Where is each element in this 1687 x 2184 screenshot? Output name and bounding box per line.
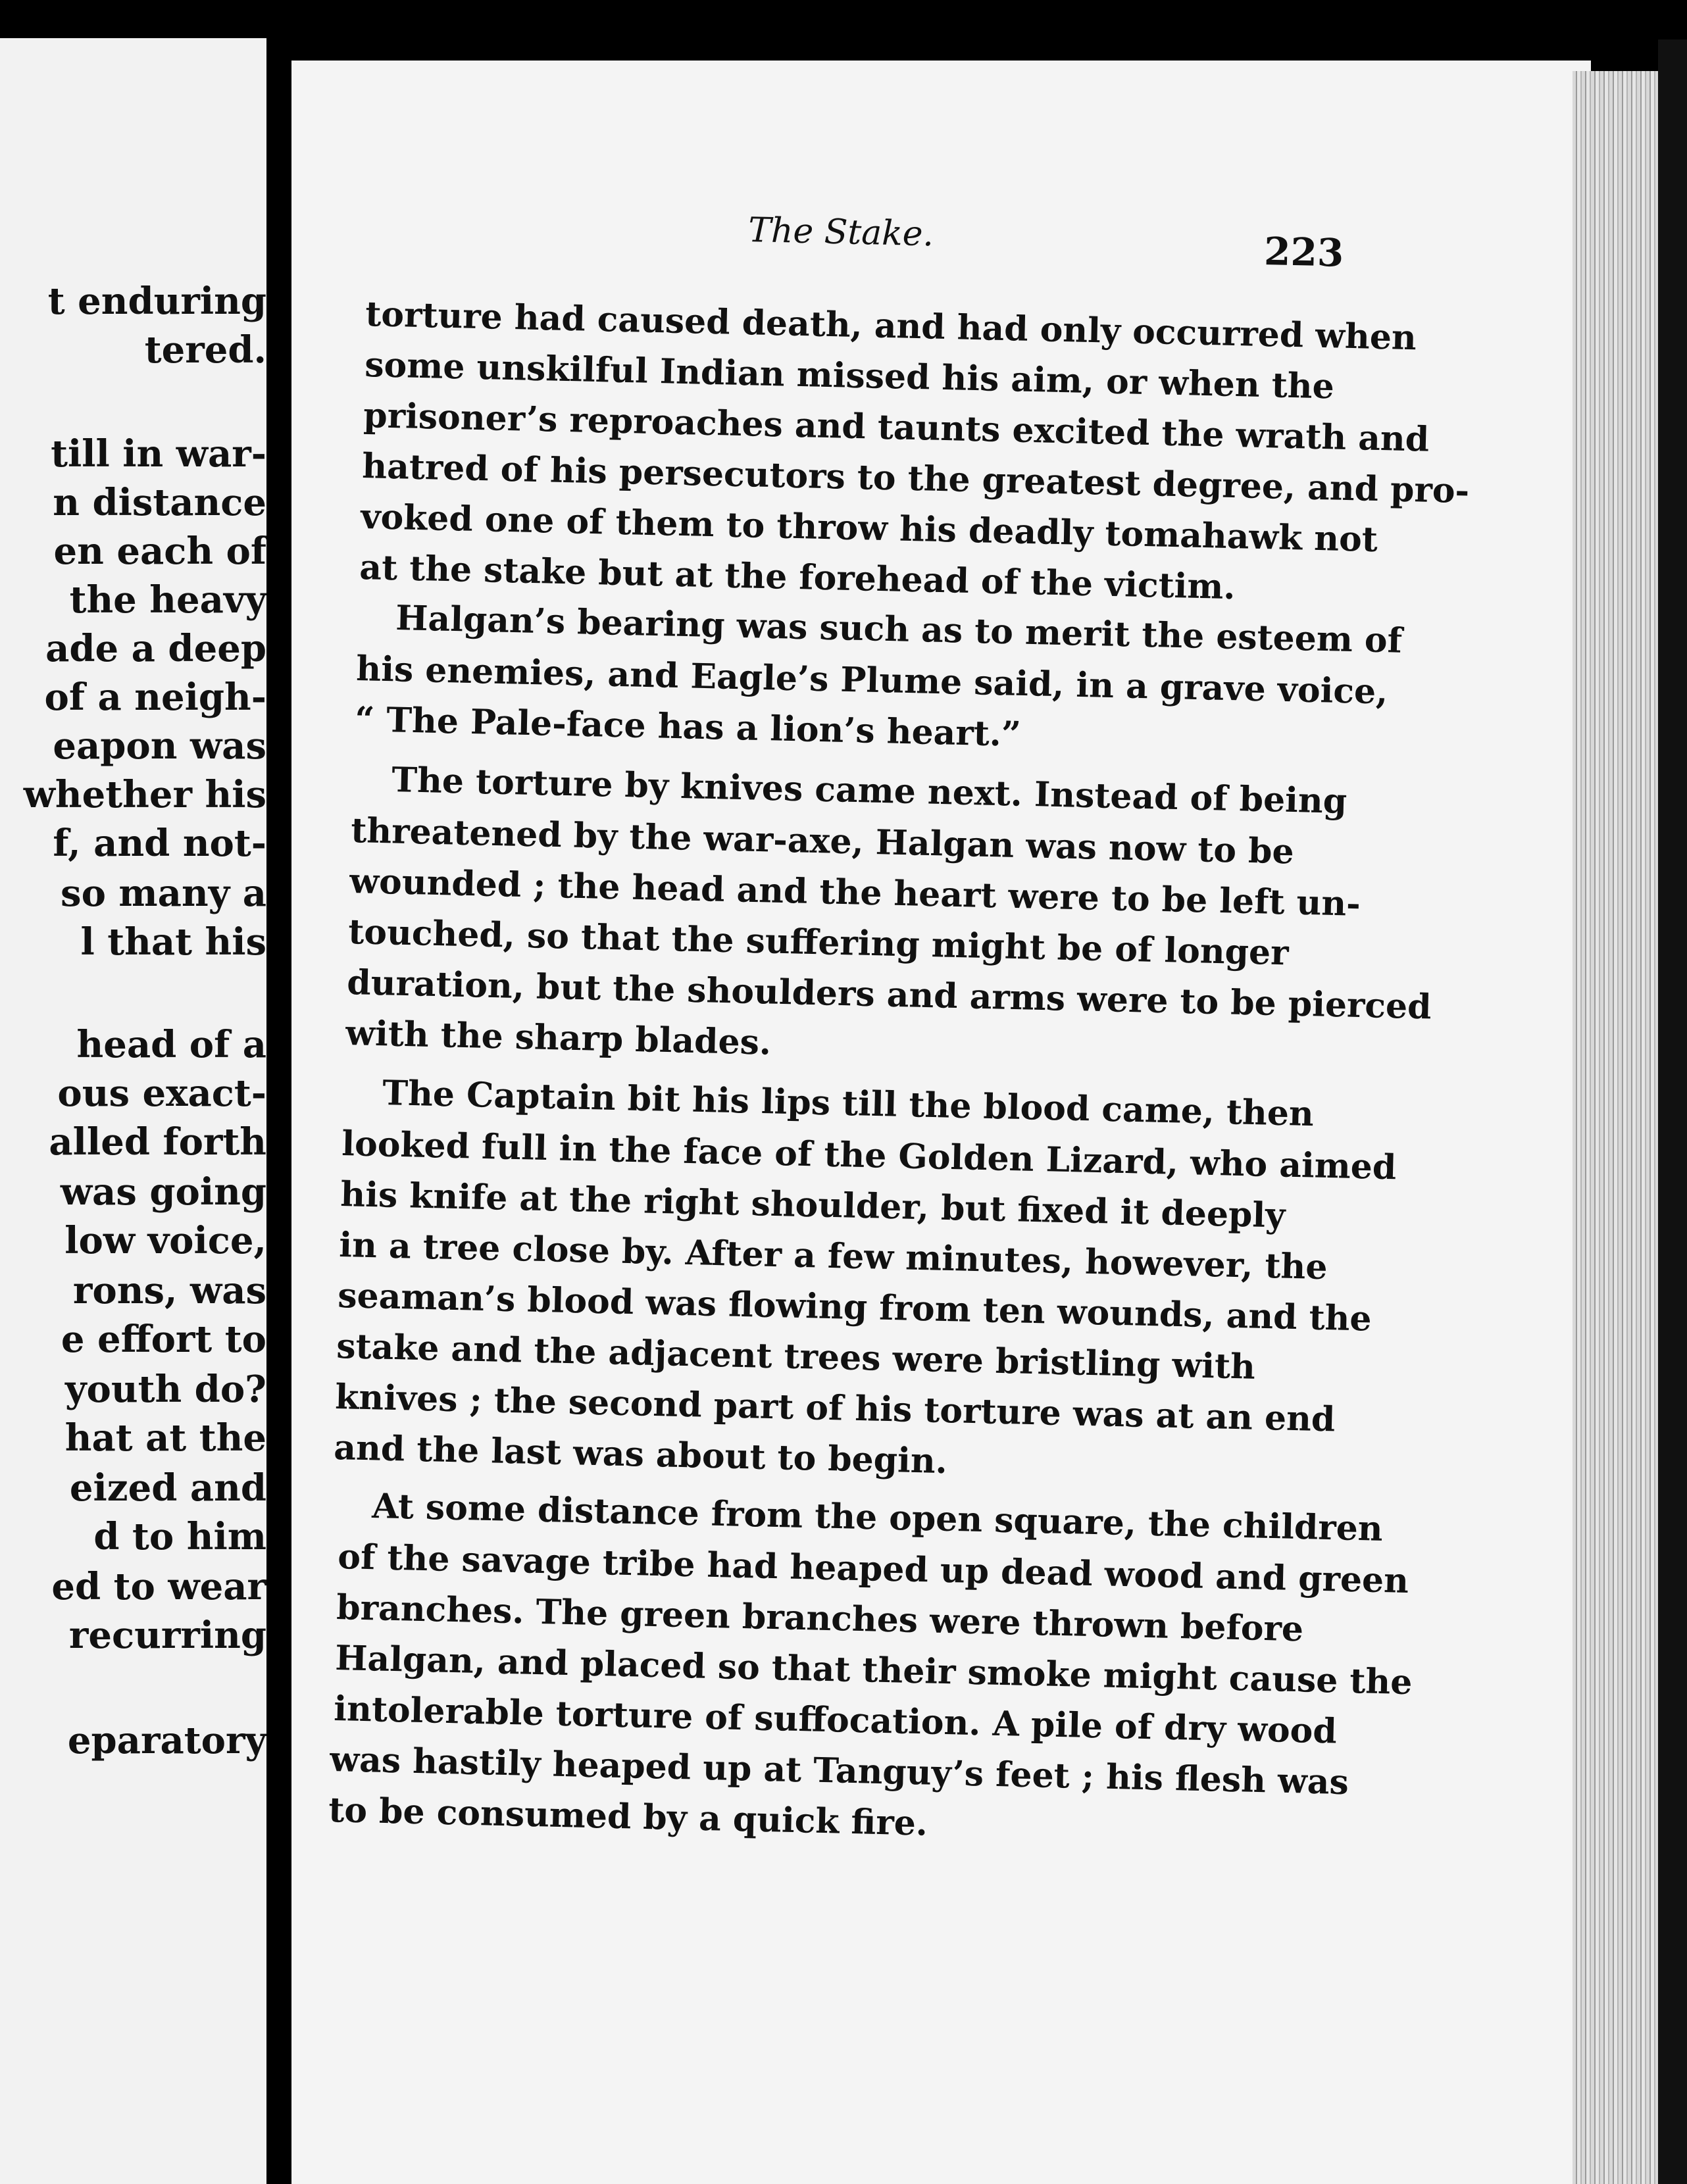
left-page-line: d to him bbox=[93, 1515, 266, 1558]
left-page-line: t enduring bbox=[47, 280, 266, 323]
text-line: Halgan’s bearing was such as to merit the esteem of bbox=[395, 598, 1403, 661]
left-page-line: en each of bbox=[53, 530, 266, 573]
text-line: voked one of them to throw his deadly tomahawk not bbox=[360, 497, 1378, 560]
text-line: wounded ; the head and the heart were to be left un- bbox=[349, 861, 1361, 924]
text-line: of the savage tribe had heaped up dead wood and green bbox=[337, 1537, 1409, 1601]
left-page-line: f, and not- bbox=[53, 822, 266, 865]
text-line: stake and the adjacent trees were bristling with bbox=[336, 1326, 1256, 1387]
text-line: and the last was about to begin. bbox=[333, 1427, 948, 1482]
text-line: his enemies, and Eagle’s Plume said, in a grave voice, bbox=[355, 649, 1388, 712]
left-page-line: ade a deep bbox=[45, 627, 266, 670]
text-line: hatred of his persecutors to the greatest degree, and pro- bbox=[361, 446, 1470, 512]
left-page-line: rons, was bbox=[72, 1269, 266, 1312]
text-line: duration, but the shoulders and arms were to be pierced bbox=[346, 962, 1432, 1028]
left-page-line: till in war- bbox=[51, 432, 266, 476]
text-line: branches. The green branches were thrown before bbox=[336, 1587, 1304, 1650]
left-page-line: whether his bbox=[23, 773, 266, 816]
left-page-line: eapon was bbox=[53, 724, 266, 768]
left-page-line: of a neigh- bbox=[44, 676, 266, 719]
text-line: looked full in the face of the Golden Lizard, who aimed bbox=[341, 1124, 1397, 1188]
text-line: Halgan, and placed so that their smoke might cause the bbox=[334, 1638, 1413, 1703]
text-line: touched, so that the suffering might be of longer bbox=[347, 912, 1290, 974]
text-line: was hastily heaped up at Tanguy’s feet ; his flesh was bbox=[329, 1739, 1349, 1803]
left-page-line: eized and bbox=[69, 1466, 266, 1510]
left-page-line: low voice, bbox=[64, 1219, 266, 1262]
text-line: torture had caused death, and had only occurred when bbox=[365, 294, 1417, 359]
left-page-line: head of a bbox=[76, 1023, 266, 1066]
left-page-line: l that his bbox=[80, 920, 266, 964]
left-page-line: youth do? bbox=[64, 1368, 266, 1411]
page-number: 223 bbox=[1263, 229, 1345, 276]
text-line: prisoner’s reproaches and taunts excited the wrath and bbox=[363, 395, 1430, 460]
text-line: in a tree close by. After a few minutes, however, the bbox=[338, 1225, 1328, 1288]
text-line: At some distance from the open square, the children bbox=[371, 1486, 1384, 1549]
text-line: his knife at the right shoulder, but fixed it deeply bbox=[340, 1174, 1286, 1236]
text-line: some unskilful Indian missed his aim, or when the bbox=[364, 345, 1335, 407]
left-page-line: alled forth bbox=[49, 1120, 266, 1164]
left-page-line: was going bbox=[60, 1170, 266, 1214]
text-line: knives ; the second part of his torture was at an end bbox=[334, 1377, 1336, 1440]
text-line: to be consumed by a quick fire. bbox=[328, 1790, 928, 1844]
left-page-line: hat at the bbox=[64, 1416, 266, 1460]
text-line: “ The Pale-face has a lion’s heart.” bbox=[354, 699, 1022, 755]
text-line: The torture by knives came next. Instead of being bbox=[391, 760, 1347, 822]
left-page-line: tered. bbox=[144, 328, 266, 372]
left-page-line: so many a bbox=[61, 872, 266, 915]
left-page-line: eparatory bbox=[67, 1719, 266, 1762]
left-page-line: ous exact- bbox=[57, 1072, 266, 1115]
left-page-line: ed to wear bbox=[51, 1565, 266, 1608]
text-line: The Captain bit his lips till the blood came, then bbox=[382, 1073, 1315, 1135]
running-head: The Stake. bbox=[747, 211, 934, 255]
left-page-line: recurring bbox=[68, 1614, 266, 1657]
left-page-line: e effort to bbox=[61, 1318, 266, 1361]
text-line: seaman’s blood was flowing from ten wounds, and the bbox=[337, 1276, 1372, 1339]
text-line: intolerable torture of suffocation. A pile of dry wood bbox=[333, 1689, 1338, 1752]
text-line: at the stake but at the forehead of the victim. bbox=[359, 547, 1236, 608]
text-line: with the sharp blades. bbox=[345, 1013, 772, 1063]
left-page-line: the heavy bbox=[69, 578, 266, 622]
text-line: threatened by the war-axe, Halgan was now to be bbox=[350, 810, 1295, 872]
left-page-line: n distance bbox=[53, 481, 266, 524]
